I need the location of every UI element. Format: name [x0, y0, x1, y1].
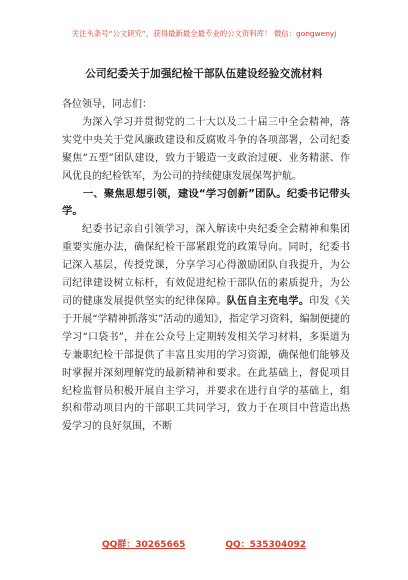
section1-paragraph-a: 纪委书记亲自引领学习，深入解读中央纪委全会精神和集团重要实施办法，确保纪检干部紧跟党的政策导向。同时，纪委书记深入基层，传授党课，分享学习心得激励团队自我提升，为公司纪律建设树立标杆，有效促进纪检干部队伍的素质提升，为公司的健康发展提供坚实的纪律保障。: [62, 224, 350, 307]
document-title: 公司纪委关于加强纪检干部队伍建设经验交流材料: [85, 68, 323, 80]
section1-bold-lead: 队伍自主充电学。: [226, 295, 310, 307]
footer-contact: [0, 537, 408, 550]
section1-paragraph: [62, 221, 350, 436]
intro-paragraph: 为深入学习并贯彻党的二十大以及二十届三中全会精神，落实党中央关于党风廉政建设和反腐败斗争的各项部署，公司纪委聚焦“五型”团队建设，致力于锻造一支政治过硬、业务精湛、作风优良的纪检铁军，为公司的持续健康发展保驾护航。: [62, 116, 350, 182]
section-heading-1: 一、聚焦思想引领，建设“学习创新”团队。纪委书记带头学。: [62, 187, 350, 218]
salutation: 各位领导，同志们：: [62, 99, 152, 110]
document-body: [62, 96, 350, 436]
qq-number-text: QQ：535304092: [225, 540, 307, 550]
section1-paragraph-b: 印发《关于开展“学精神抓落实”活动的通知》，指定学习资料，编制便捷的学习“口袋书”，并在公众号上定期转发相关学习材料，多渠道为专兼职纪检干部提供了丰富且实用的学习资源，确保他们能够及时掌握并深刻理解党的最新精神和要求。在此基础上，督促项目纪检监督员积极开展自主学习，并要求在进行自学的基础上，组织和带动项目内的干部职工共同学习，致力于在项目中营造出热爱学习的良好氛围，不断: [62, 295, 351, 433]
header-banner: 关注头条号“公文研究”，获得最新最全最专业的公文资料库！ 微信：gongwenyj: [71, 29, 337, 38]
qq-group-text: QQ群：30265665: [101, 540, 186, 550]
